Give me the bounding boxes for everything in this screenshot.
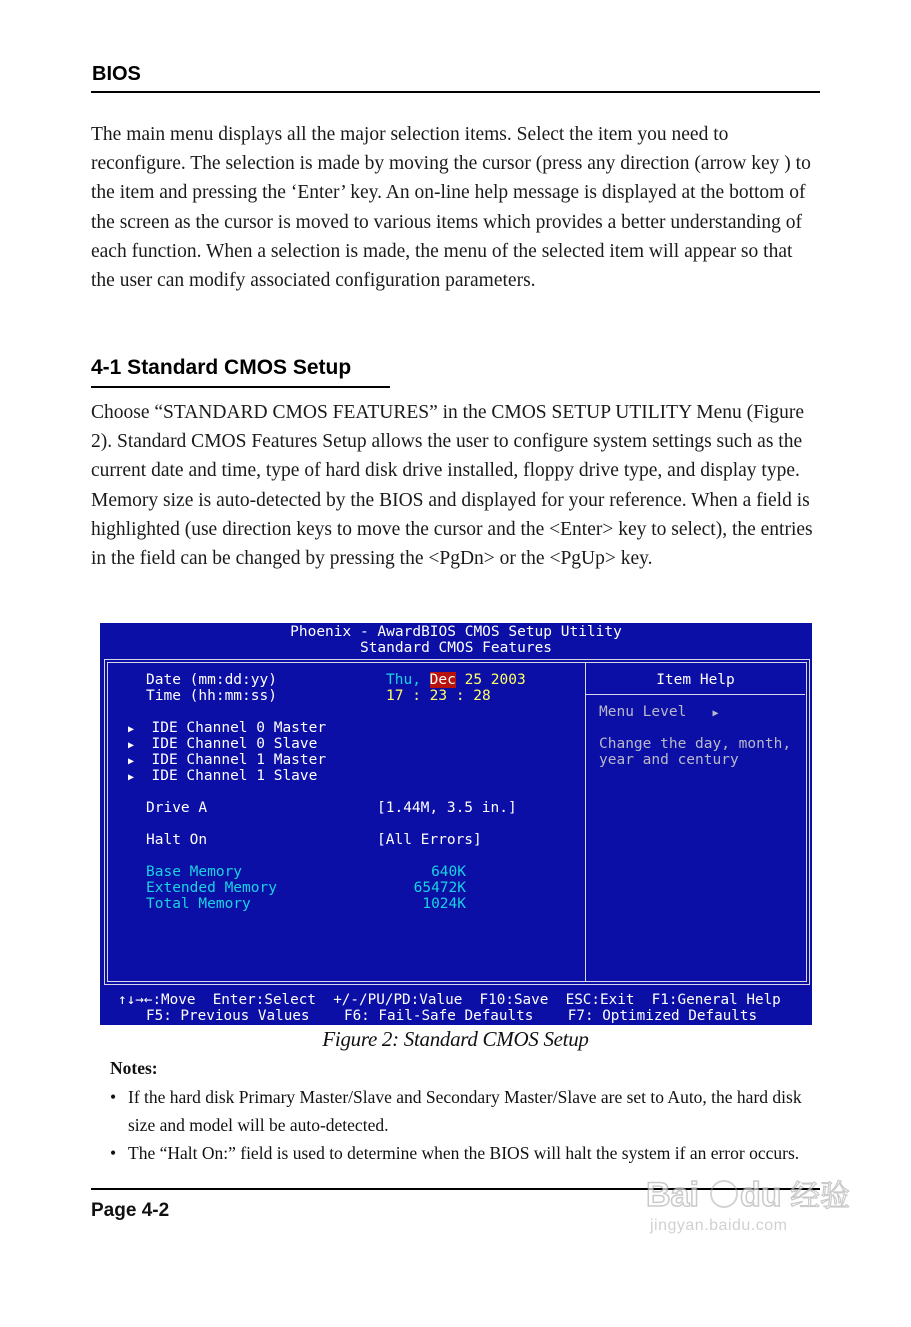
bios-subtitle: Standard CMOS Features bbox=[359, 640, 553, 656]
date-rest: 25 2003 bbox=[464, 672, 526, 688]
header-rule bbox=[91, 91, 820, 93]
base-memory-label: Base Memory bbox=[146, 864, 243, 880]
menu-level-label: Menu Level bbox=[599, 704, 687, 720]
time-label[interactable]: Time (hh:mm:ss) bbox=[146, 688, 277, 704]
halt-on-label[interactable]: Halt On bbox=[146, 832, 208, 848]
svg-text:经验: 经验 bbox=[790, 1179, 850, 1214]
arrow-keys-icon: ↑↓→← bbox=[118, 992, 153, 1008]
menu-level bbox=[599, 704, 719, 722]
submenu-label: IDE Channel 1 Slave bbox=[151, 768, 318, 784]
halt-on-value[interactable]: [All Errors] bbox=[377, 832, 482, 848]
note-text: If the hard disk Primary Master/Slave and Secondary Master/Slave are set to Auto, the hard disk size and model will be auto-detected. bbox=[128, 1087, 802, 1135]
bios-footer-line1 bbox=[118, 992, 781, 1008]
svg-text:Bai: Bai bbox=[646, 1176, 699, 1214]
svg-text:du: du bbox=[740, 1176, 782, 1214]
date-label[interactable]: Date (mm:dd:yy) bbox=[146, 672, 277, 688]
total-memory-value: 1024K bbox=[422, 896, 466, 912]
note-item bbox=[110, 1139, 822, 1167]
bios-frame-divider bbox=[585, 663, 586, 981]
submenu-label: IDE Channel 0 Slave bbox=[151, 736, 318, 752]
drive-a-value[interactable]: [1.44M, 3.5 in.] bbox=[377, 800, 517, 816]
figure-caption: Figure 2: Standard CMOS Setup bbox=[322, 1027, 589, 1051]
menu-level-arrow-icon: ▶ bbox=[712, 708, 719, 719]
time-value[interactable]: 17 : 23 : 28 bbox=[386, 688, 491, 704]
intro-paragraph: The main menu displays all the major selection items. Select the item you need to reconfigure. The selection is made by moving the cursor (press any direction (arrow key ) to the item and pressing the ‘Enter’ key. An on-line help message is displayed at the bottom of the screen as the cursor is moved to various items which provides a better understanding of each function. When a selection is made, the menu of the selected item will appear so that the user can modify associated configuration parameters. bbox=[91, 124, 811, 292]
submenu-ide-1-slave[interactable] bbox=[128, 768, 317, 786]
page-header-title: BIOS bbox=[92, 63, 141, 85]
watermark-url: jingyan.baidu.com bbox=[650, 1217, 788, 1234]
baidu-watermark-logo bbox=[640, 1170, 870, 1250]
section-title-underline bbox=[91, 386, 390, 388]
bullet-icon: • bbox=[110, 1143, 117, 1163]
section-title: 4-1 Standard CMOS Setup bbox=[91, 356, 352, 379]
bios-footer-line2: F5: Previous Values F6: Fail-Safe Defaults F7: Optimized Defaults bbox=[146, 1008, 758, 1024]
section-paragraph: Choose “STANDARD CMOS FEATURES” in the CMOS SETUP UTILITY Menu (Figure 2). Standard CMOS Features Setup allows the user to configure system settings such as the current date and time, type of hard disk drive installed, floppy drive type, and display type. Memory size is auto-detected by the BIOS and displayed for your reference. When a field is highlighted (use direction keys to move the cursor and the <Enter> key to select), the entries in the field can be changed by pressing the <PgDn> or the <PgUp> key. bbox=[91, 402, 813, 570]
note-item bbox=[110, 1083, 822, 1139]
bios-help-divider bbox=[586, 694, 805, 695]
submenu-label: IDE Channel 0 Master bbox=[151, 720, 327, 736]
bios-screenshot bbox=[100, 623, 812, 1025]
date-day: Thu, bbox=[386, 672, 421, 688]
help-text-line2: year and century bbox=[599, 752, 739, 768]
extended-memory-value: 65472K bbox=[413, 880, 466, 896]
submenu-arrow-icon: ▶ bbox=[128, 724, 135, 735]
submenu-label: IDE Channel 1 Master bbox=[151, 752, 327, 768]
note-text: The “Halt On:” field is used to determine when the BIOS will halt the system if an error occurs. bbox=[128, 1143, 800, 1163]
date-month-highlight[interactable]: Dec bbox=[429, 672, 456, 688]
bios-title: Phoenix - AwardBIOS CMOS Setup Utility bbox=[290, 624, 622, 640]
extended-memory-label: Extended Memory bbox=[146, 880, 277, 896]
drive-a-label[interactable]: Drive A bbox=[146, 800, 208, 816]
submenu-arrow-icon: ▶ bbox=[128, 756, 135, 767]
total-memory-label: Total Memory bbox=[146, 896, 251, 912]
item-help-title: Item Help bbox=[656, 672, 735, 688]
help-text-line1: Change the day, month, bbox=[599, 736, 792, 752]
date-value[interactable] bbox=[386, 672, 526, 688]
bullet-icon: • bbox=[110, 1087, 117, 1107]
notes-title: Notes: bbox=[110, 1058, 158, 1078]
page-number: Page 4-2 bbox=[91, 1200, 170, 1221]
base-memory-value: 640K bbox=[431, 864, 466, 880]
submenu-arrow-icon: ▶ bbox=[128, 772, 135, 783]
footer-line1-text: :Move Enter:Select +/-/PU/PD:Value F10:Save ESC:Exit F1:General Help bbox=[152, 992, 781, 1008]
submenu-arrow-icon: ▶ bbox=[128, 740, 135, 751]
